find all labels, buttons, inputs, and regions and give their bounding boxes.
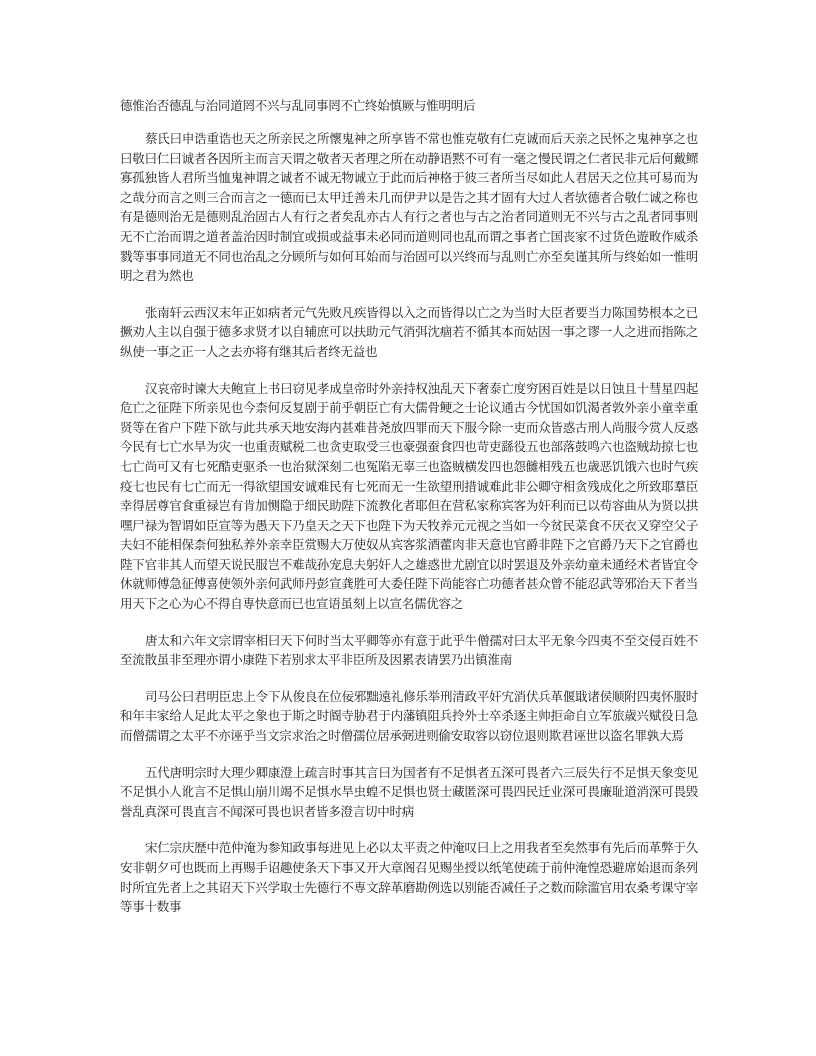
document-page <box>120 96 698 934</box>
paragraph-zhang-nanxuan: 张南轩云西汉末年正如病者元气先败凡疾皆得以入之而皆得以亡之为当时大臣者要当力陈国势根本之已撅劝人主以自强于德多求贤才以自辅庶可以扶助元气消弭沈痼若不循其本而姑因一事之谬一人之进而指陈之纵使一事之正一人之去亦将有继其后者终无益也 <box>120 304 698 359</box>
paragraph-tang-wenzong: 唐太和六年文宗谓宰相曰天下何时当太平卿等亦有意于此乎牛僧孺对曰太平无象今四夷不至交侵百姓不至流散虽非至理亦谓小康陛下若别求太平非臣所及因累表请罢乃出镇淮南 <box>120 632 698 668</box>
paragraph-fan-zhongyan: 宋仁宗庆歴中范仲淹为参知政事每进见上必以太平责之仲淹叹曰上之用我者至矣然事有先后而革弊于久安非朝夕可也既而上再赐手诏趣使条天下事又开大章阁召见赐坐授以纸笔使疏于前仲淹惶恐避席始退而条列时所宜先者上之其诏天下兴学取士先德行不専文辞革磨勘例选以别能否减任子之数而除滥官用农桑考课守宰等事十数事 <box>120 840 698 915</box>
paragraph-cai-commentary: 蔡氏曰申诰重诰也天之所亲民之所懷鬼神之所享皆不常也惟克敬有仁克诚而后天亲之民怀之鬼神享之也曰敬曰仁曰诚者各因所主而言天谓之敬者天者理之所在动静语黙不可有一毫之慢民谓之仁者民非元后何戴鳏寡孤独皆人君所当恤鬼神谓之诚者不诚无物诚立于此而后神格于彼三者所当尽如此人君居天之位其可易而为之哉分而言之则三合而言之一德而已太甲迁善未几而伊尹以是告之其才固有大过人者欤德者合敬仁诚之称也有是德则治无是德则乱治固古人有行之者矣乱亦古人有行之者也与古之治者同道则无不兴与古之乱者同事则无不亡治而谓之道者盖治因时制宜或损或益事未必同而道则同也乱而谓之事者亡国丧家不过货色遊畋作威杀戮等事事同道无不同也治乱之分顾所与如何耳始而与治固可以兴终而与乱则亡亦至矣谨其所与终始如一惟明明之君为然也 <box>120 131 698 284</box>
paragraph-kang-cheng: 五代唐明宗时大理少卿康澄上疏言时事其言曰为国者有不足惧者五深可畏者六三辰失行不足惧天象变见不足惧小人讹言不足惧山崩川竭不足惧水旱虫蝗不足惧也贤士藏匿深可畏四民迁业深可畏廉耻道消深可畏毁誉乱真深可畏直言不闻深可畏也识者皆多澄言切中时病 <box>120 764 698 819</box>
paragraph-bao-xuan-memorial: 汉哀帝时谏大夫鲍宣上书曰窃见孝成皇帝时外亲持权浊乱天下奢泰亡度穷困百姓是以日蚀且十彗星四起危亡之征陛下所亲见也今柰何反复剧于前乎朝臣亡有大儒骨鲠之士论议通古今忧国如饥渴者敦外亲小童幸重贤等在省户下陛下欲与此共承天地安海内甚难昔尧放四罪而天下服今除一吏而众皆惑古刑人尚服今赏人反惑今民有七亡水旱为灾一也重责赋税二也贪吏取受三也豪强蚕食四也苛吏繇役五也部落鼓鸣六也盗贼劫掠七也七亡尚可又有七死酷吏驱杀一也治狱深刻二也冤陷无辜三也盗贼横发四也怨雠相残五也歳恶饥饿六也时气疾疫七也民有七亡而无一得欲望国安诚难民有七死而无一生欲望刑措诚难此非公卿守相贪残成化之所致耶羣臣幸得居尊官食重禄岂有肯加恻隐于细民助陛下流教化者耶但在营私家称宾客为奸利而已以苟容曲从为贤以拱嘿尸禄为智谓如臣宣等为愚天下乃皇天之天下也陛下为天牧养元元视之当如一今贫民菜食不厌衣又穿空父子夫妇不能相保柰何独私养外亲幸臣赏赐大万使奴从宾客浆酒藿肉非天意也官爵非陛下之官爵乃天下之官爵也陛下官非其人而望天说民服岂不难哉孙宠息夫躬奸人之雄惑世尤剧宜以时罢退及外亲幼童未通经术者皆宜令休就师傅急征傅喜使领外亲何武师丹彭宣龚胜可大委任陛下尚能容亡功德者甚众曾不能忍武等邪治天下者当用天下之心为心不得自専快意而已也宣语虽刻上以宣名儒优容之 <box>120 380 698 612</box>
document-heading: 德惟治否德乱与治同道罔不兴与乱同事罔不亡终始慎厥与惟明明后 <box>120 98 476 113</box>
paragraph-sima-guang: 司马公曰君明臣忠上令下从俊良在位佞邪黜遠礼修乐举刑清政平奸宄消伏兵革偃戢诸侯顺附四夷怀服时和年丰家给人足此太平之象也于斯之时阍寺胁君于内藩镇阻兵拎外士卒杀逐主帅拒命自立军旅歳兴赋役日急而僧孺谓之太平不亦诬乎当文宗求治之时僧孺位居承弼进则偷安取容以窃位退则欺君诬世以盗名罪孰大焉 <box>120 688 698 744</box>
